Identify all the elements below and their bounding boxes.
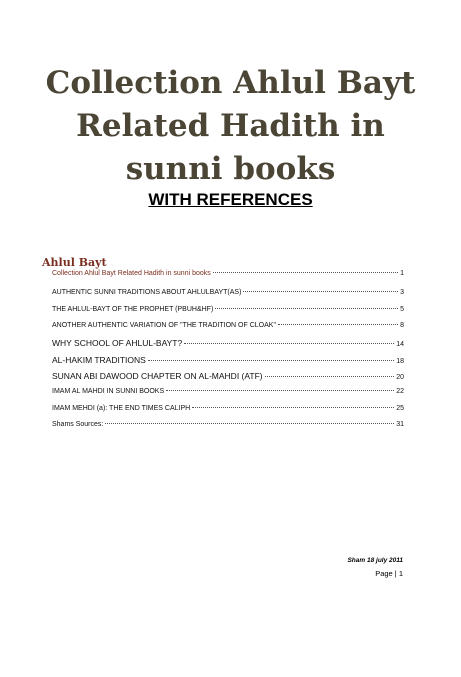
toc-leader-dots: [265, 376, 395, 377]
document-title: [0, 62, 461, 191]
toc-entry-label: Shams Sources:: [52, 421, 104, 428]
title-line-1: Collection Ahlul Bayt: [45, 65, 416, 101]
toc-entry-label: THE AHLUL-BAYT OF THE PROPHET (PBUH&HF): [52, 306, 214, 313]
toc-entry-page: 8: [400, 322, 404, 329]
toc-entry-page: 3: [400, 289, 404, 296]
toc-entry-page: 18: [396, 358, 404, 365]
toc-entry-page: 22: [396, 388, 404, 395]
toc-leader-dots: [215, 308, 398, 309]
toc-entry-label: Collection Ahlul Bayt Related Hadith in sunni books: [52, 270, 211, 277]
toc-entry-label: IMAM AL MAHDI IN SUNNI BOOKS: [52, 388, 165, 395]
toc-leader-dots: [192, 407, 394, 408]
toc-entry-page: 1: [400, 270, 404, 277]
toc-entry-page: 31: [396, 421, 404, 428]
document-subtitle: WITH REFERENCES: [148, 190, 313, 209]
toc-entry[interactable]: [52, 270, 404, 277]
toc-leader-dots: [184, 343, 394, 344]
toc-leader-dots: [243, 291, 398, 292]
toc-entry-label: AL-HAKIM TRADITIONS: [52, 355, 146, 365]
toc-entry[interactable]: [52, 371, 404, 381]
footer-page-number: Page | 1: [375, 569, 403, 578]
toc-entry-page: 20: [396, 374, 404, 381]
title-line-3: sunni books: [125, 151, 336, 187]
toc-entry-label: AUTHENTIC SUNNI TRADITIONS ABOUT AHLULBAYT(AS): [52, 289, 242, 296]
toc-entry[interactable]: [52, 421, 404, 428]
toc-leader-dots: [278, 324, 398, 325]
toc-entry[interactable]: [52, 289, 404, 296]
toc-entry-label: SUNAN ABI DAWOOD CHAPTER ON AL-MAHDI (ATF): [52, 371, 263, 381]
toc-leader-dots: [213, 272, 398, 273]
toc-entry-page: 5: [400, 306, 404, 313]
toc-entry-page: 25: [396, 405, 404, 412]
toc-leader-dots: [148, 360, 394, 361]
footer-date: Sham 18 july 2011: [347, 557, 403, 564]
title-line-2: Related Hadith in: [76, 108, 385, 144]
toc-heading: Ahlul Bayt: [42, 256, 107, 269]
toc-entry-label: ANOTHER AUTHENTIC VARIATION OF "THE TRADITION OF CLOAK": [52, 322, 276, 329]
toc-entry[interactable]: [52, 306, 404, 313]
toc-entry[interactable]: [52, 322, 404, 329]
toc-entry[interactable]: [52, 338, 404, 348]
toc-leader-dots: [105, 423, 394, 424]
toc-entry[interactable]: [52, 355, 404, 365]
toc-entry-label: WHY SCHOOL OF AHLUL-BAYT?: [52, 338, 183, 348]
toc-entry-label: IMAM MEHDI (a): THE END TIMES CALIPH: [52, 405, 191, 412]
toc-entry[interactable]: [52, 405, 404, 412]
toc-leader-dots: [166, 390, 394, 391]
toc-entry[interactable]: [52, 388, 404, 395]
toc-entry-page: 14: [396, 341, 404, 348]
